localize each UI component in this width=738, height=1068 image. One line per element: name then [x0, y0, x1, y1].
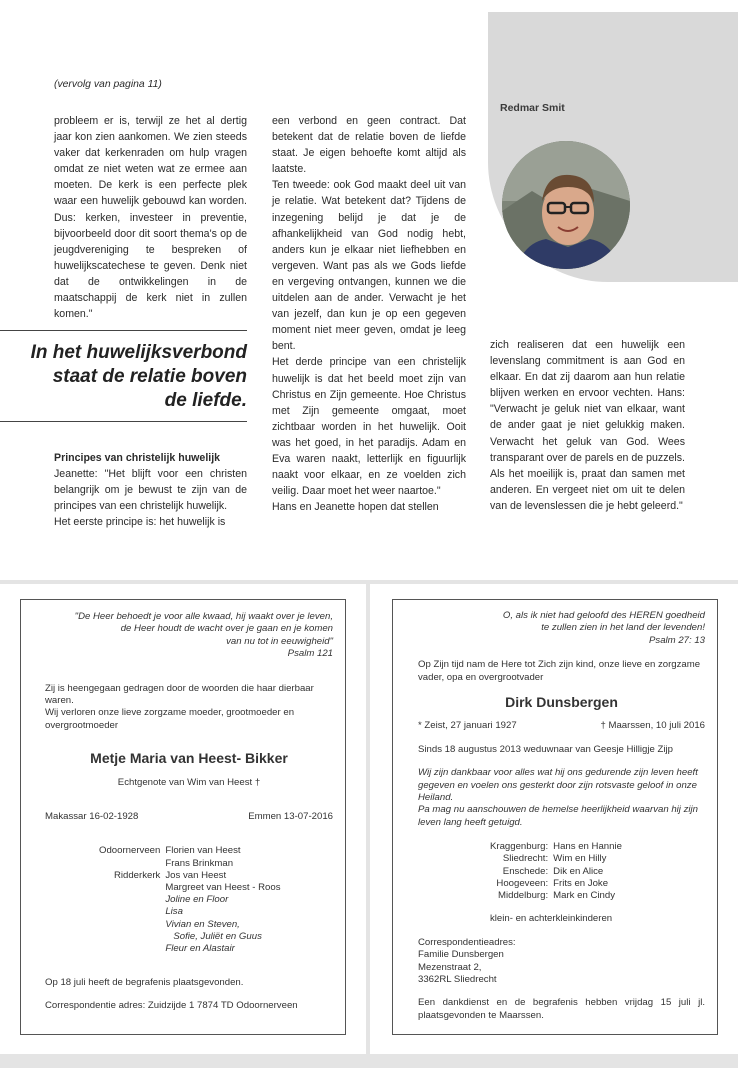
paragraph: Het eerste principe is: het huwelijk is: [54, 516, 226, 529]
family-row: [99, 882, 281, 894]
family-place: [99, 894, 165, 906]
family-member: Wim en Hilly: [553, 853, 607, 865]
address-line: Correspondentieadres:: [418, 936, 516, 948]
funeral-note: Op 18 juli heeft de begrafenis plaatsgevonden.: [45, 977, 244, 989]
deceased-name: Dirk Dunsbergen: [505, 694, 618, 711]
family-place: [99, 858, 165, 870]
pull-quote-line: de liefde.: [164, 390, 247, 411]
notice-card-right: [370, 584, 738, 1054]
deceased-name: Metje Maria van Heest- Bikker: [90, 750, 288, 767]
family-member: Vivian en Steven,: [165, 918, 240, 930]
quote-line: O, als ik niet had geloofd des HEREN goedheid: [502, 610, 705, 621]
paragraph: zich realiseren dat een huwelijk een levenslang commitment is aan God en elkaar. En dat zij daarom aan hun relatie blijven werken en ervoor vechten. Hans: "Verwacht je geluk niet van elkaar, want de ander gaat je niet gelukkig maken. Verwacht het geluk van God. Wees transparant over de parels en de puzzels. Als het moeilijk is, praat dan samen met anderen. En vergeet niet om uit te delen van de levenslessen die je hebt geleerd.": [490, 339, 685, 512]
author-photo: [502, 141, 630, 269]
family-list: [490, 841, 622, 902]
quote-line: van nu tot in eeuwigheid": [226, 635, 333, 647]
paragraph: Hans en Jeanette hopen dat stellen: [272, 501, 439, 514]
address-line: Familie Dunsbergen: [418, 949, 504, 961]
family-row: [99, 931, 281, 943]
quote-line: "De Heer behoedt je voor alle kwaad, hij waakt over je leven,: [74, 611, 333, 622]
family-row: [490, 866, 622, 878]
death-date: † Maarssen, 10 juli 2016: [600, 720, 705, 732]
grandchildren-line: klein- en achterkleinkinderen: [490, 913, 613, 925]
widower-line: Sinds 18 augustus 2013 weduwnaar van Geesje Hilligje Zijp: [418, 743, 673, 755]
continued-note: (vervolg van pagina 11): [54, 79, 162, 90]
notice-frame: [20, 599, 346, 1035]
correspondence-address: Correspondentie adres: Zuidzijde 1 7874 TD Odoornerveen: [45, 999, 298, 1011]
address-line: Mezenstraat 2,: [418, 961, 482, 973]
intro-text: Wij verloren onze lieve zorgzame moeder, grootmoeder en overgrootmoeder: [45, 707, 295, 731]
family-place: Odoornerveen: [99, 845, 161, 857]
column-1-top: [54, 113, 247, 322]
family-member: Lisa: [165, 906, 183, 918]
family-place: Enschede:: [502, 865, 549, 877]
intro-text: Zij is heengegaan gedragen door de woorden die haar dierbaar waren.: [45, 682, 314, 707]
family-member: Hans en Hannie: [553, 841, 622, 853]
family-row: [490, 890, 622, 902]
subheading: Principes van christelijk huwelijk: [54, 452, 221, 464]
service-note: Een dankdienst en de begrafenis hebben vrijdag 15 juli jl. plaatsgevonden te Maarssen.: [418, 997, 705, 1021]
family-place: [99, 906, 165, 918]
intro-text: Op Zijn tijd nam de Here tot Zich zijn kind, onze lieve en zorgzame vader, opa en overgrootvader: [418, 659, 701, 683]
family-member: Dik en Alice: [553, 865, 604, 877]
paragraph: Jeanette: "Het blijft voor een christen belangrijk om je bewust te zijn van de principes van een christelijk huwelijk.: [54, 468, 247, 513]
family-member: Frits en Joke: [553, 877, 609, 889]
family-place: [99, 882, 165, 894]
dates-row: [418, 720, 705, 732]
paragraph: probleem er is, terwijl ze het al dertig jaar kon zien aankomen. We zien steeds vaker dat kerkenraden om hulp vragen omdat ze niet weten wat ze ermee aan moeten. De kerk is een perfecte plek waar een huwelijk gebouwd kan worden. Dus: kerken, investeer in preventie, bijvoorbeeld door dit soort thema's op de jeugdvereniging te bespreken of huwelijkscatechese te geven. Denk niet dat de ontwikkelingen in de maatschappij de kerk niet in zullen komen.": [54, 115, 247, 321]
family-row: [99, 858, 281, 870]
family-row: [99, 943, 281, 955]
pull-quote-line: staat de relatie boven: [52, 366, 247, 387]
family-row: [490, 853, 622, 865]
family-place: Sliedrecht:: [502, 853, 549, 865]
family-member: Florien van Heest: [165, 845, 241, 857]
quote-reference: Psalm 27: 13: [649, 634, 705, 646]
family-list: [99, 845, 281, 955]
family-row: [490, 878, 622, 890]
pull-quote-line: In het huwelijksverbond: [30, 342, 247, 363]
family-place: [99, 919, 165, 931]
family-place: Middelburg:: [498, 890, 549, 902]
column-1-bottom: [54, 450, 247, 530]
family-member: Joline en Floor: [165, 894, 229, 906]
bible-quote: [45, 611, 333, 661]
quote-line: de Heer houdt de wacht over je gaan en je komen: [120, 623, 333, 635]
notice-card-left: [0, 584, 366, 1054]
family-row: [490, 841, 622, 853]
birth-date: Makassar 16-02-1928: [45, 811, 139, 823]
family-place: Kraggenburg:: [490, 841, 549, 853]
column-2: [272, 113, 466, 515]
family-place: Hoogeveen:: [496, 877, 549, 889]
author-name: Redmar Smit: [500, 102, 565, 114]
birth-date: * Zeist, 27 januari 1927: [418, 720, 517, 732]
correspondence-address: [418, 937, 705, 987]
paragraph: een verbond en geen contract. Dat betekent dat de relatie boven de liefde staat. Je eigen behoefte komt altijd als laatste.: [272, 115, 466, 176]
family-member: Jos van Heest: [165, 869, 227, 881]
family-member: Mark en Cindy: [553, 890, 615, 902]
spouse-line: Echtgenote van Wim van Heest †: [117, 776, 261, 788]
thanks-text: Pa mag nu aanschouwen de hemelse heerlijkheid waarvan hij zijn leven lang heeft getuigd.: [418, 804, 698, 828]
column-3: [490, 337, 685, 514]
paragraph: Ten tweede: ook God maakt deel uit van je relatie. Wat betekent dat? Tijdens de inzegening belijd je dat je de afhankelijkheid van God nodig hebt, anders kun je elkaar niet liefhebben en vergeven. Want pas als we Gods liefde en vergeving ontvangen, kunnen we die uitdelen aan de ander. Verwacht je het van jezelf, dan kun je op een gegeven moment niet meer geven, omdat je leeg bent.: [272, 179, 466, 353]
dates-row: [45, 811, 333, 823]
family-row: [99, 894, 281, 906]
family-place: [99, 943, 165, 955]
family-row: [99, 906, 281, 918]
family-row: [99, 919, 281, 931]
pull-quote: [0, 330, 247, 422]
quote-reference: Psalm 121: [287, 648, 333, 660]
family-row: [99, 845, 281, 857]
address-line: 3362RL Sliedrecht: [418, 973, 497, 985]
family-member: Fleur en Alastair: [165, 943, 235, 955]
family-member: Margreet van Heest - Roos: [165, 882, 281, 894]
paragraph: Het derde principe van een christelijk huwelijk is dat het beeld moet zijn van Christus en Zijn gemeente. Hoe Christus met Zijn gemeente omgaat, moet zichtbaar worden in het huwelijk. Ooit was het goed, in het paradijs. Adam en Eva waren naakt, letterlijk en figuurlijk naakt voor elkaar, en ze voelden zich veilig. Daar moet het weer naartoe.": [272, 356, 466, 498]
family-member: Sofie, Juliët en Guus: [165, 930, 262, 942]
thanks-text: Wij zijn dankbaar voor alles wat hij ons gedurende zijn leven heeft gegeven en voelen ons gesterkt door zijn rotsvaste geloof in onze Heiland.: [418, 767, 698, 804]
family-place: Ridderkerk: [113, 869, 161, 881]
bible-quote: [418, 610, 705, 647]
family-row: [99, 870, 281, 882]
notice-frame: [392, 599, 718, 1035]
quote-line: te zullen zien in het land der levenden!: [541, 622, 705, 634]
family-place: [99, 931, 165, 943]
family-member: Frans Brinkman: [165, 857, 234, 869]
death-date: Emmen 13-07-2016: [248, 811, 333, 823]
